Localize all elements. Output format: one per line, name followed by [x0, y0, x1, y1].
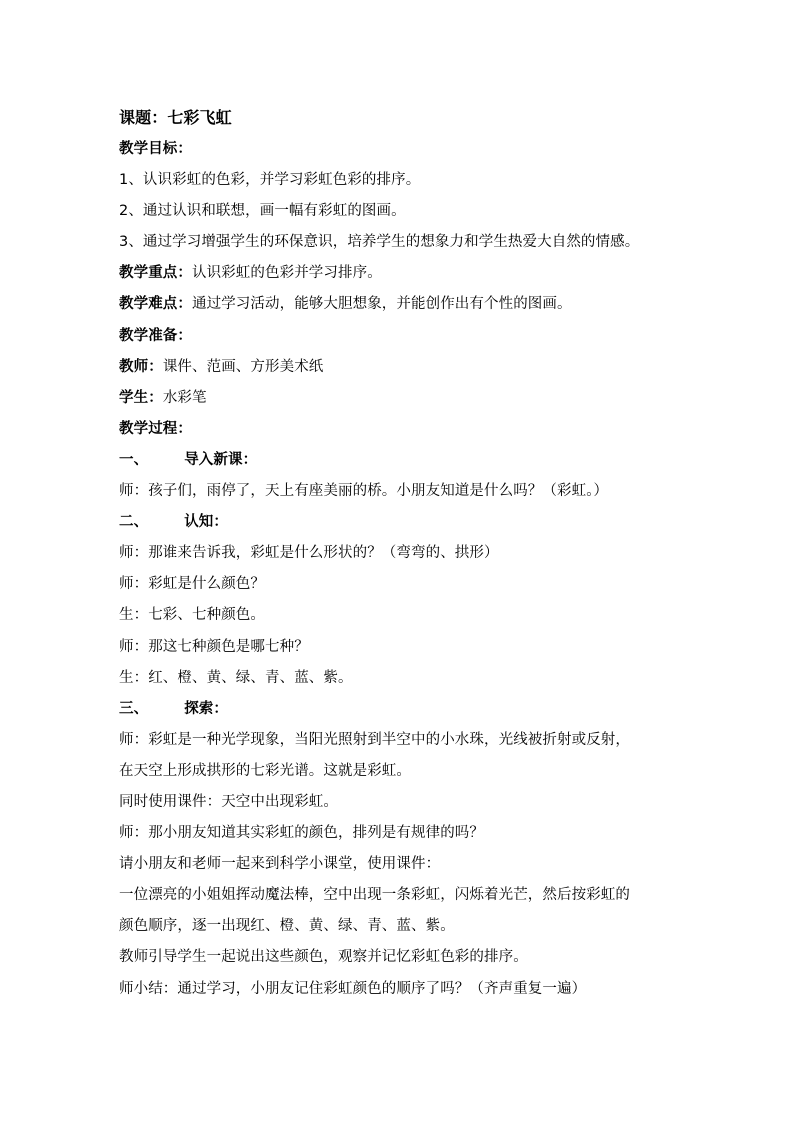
dialogue-line: 师：彩虹是一种光学现象，当阳光照射到半空中的小水珠，光线被折射或反射，	[119, 731, 630, 748]
section-number: 二、	[119, 514, 149, 531]
preparation-teacher	[119, 352, 679, 383]
key-point	[119, 258, 679, 289]
objectives-heading: 教学目标：	[119, 141, 192, 157]
objective-item: 2、通过认识和联想，画一幅有彩虹的图画。	[119, 203, 406, 220]
dialogue-line: 师：那小朋友知道其实彩虹的颜色，排列是有规律的吗？	[119, 825, 484, 842]
dialogue-line: 颜色顺序，逐一出现红、橙、黄、绿、青、蓝、紫。	[119, 918, 455, 935]
process-heading: 教学过程：	[119, 420, 192, 437]
dialogue-line: 师：那谁来告诉我，彩虹是什么形状的？（弯弯的、拱形）	[119, 545, 499, 562]
student-materials: 水彩笔	[162, 389, 207, 406]
dialogue-line: 在天空上形成拱形的七彩光谱。这就是彩虹。	[119, 762, 411, 779]
dialogue-line: 师：彩虹是什么颜色？	[119, 576, 265, 593]
preparation-student	[119, 383, 679, 414]
section-number: 一、	[119, 451, 149, 468]
dialogue-line: 师：孩子们，雨停了，天上有座美丽的桥。小朋友知道是什么吗？（彩虹。）	[119, 483, 609, 500]
section-heading	[119, 445, 679, 476]
dialogue-line: 一位漂亮的小姐姐挥动魔法棒，空中出现一条彩虹，闪烁着光芒，然后按彩虹的	[119, 887, 630, 904]
lesson-title	[119, 101, 679, 134]
objective-item: 1、认识彩虹的色彩，并学习彩虹色彩的排序。	[119, 172, 421, 189]
teacher-materials: 课件、范画、方形美术纸	[162, 358, 324, 375]
key-point-text: 认识彩虹的色彩并学习排序。	[192, 265, 382, 282]
dialogue-line: 同时使用课件：天空中出现彩虹。	[119, 793, 338, 810]
difficulty-text: 通过学习活动，能够大胆想象，并能创作出有个性的图画。	[192, 296, 572, 313]
key-point-label: 教学重点：	[119, 265, 192, 282]
dialogue-line: 请小朋友和老师一起来到科学小课堂，使用课件：	[119, 856, 441, 873]
lesson-title-label: 课题：	[119, 108, 168, 127]
dialogue-line: 师：那这七种颜色是哪七种？	[119, 638, 309, 655]
objective-item: 3、通过学习增强学生的环保意识，培养学生的想象力和学生热爱大自然的情感。	[119, 234, 640, 251]
dialogue-line: 师小结：通过学习，小朋友记住彩虹颜色的顺序了吗？（齐声重复一遍）	[119, 980, 587, 997]
dialogue-line: 生：七彩、七种颜色。	[119, 607, 265, 624]
lesson-title-text: 七彩飞虹	[167, 108, 232, 127]
difficulty	[119, 289, 679, 320]
section-heading	[119, 694, 679, 725]
student-label: 学生：	[119, 389, 163, 406]
teacher-label: 教师：	[119, 358, 163, 375]
preparation-heading: 教学准备：	[119, 327, 192, 344]
section-heading	[119, 507, 679, 538]
section-number: 三、	[119, 700, 149, 717]
dialogue-line: 生：红、橙、黄、绿、青、蓝、紫。	[119, 669, 353, 686]
section-title: 认知：	[184, 514, 229, 531]
difficulty-label: 教学难点：	[119, 296, 192, 313]
lesson-plan	[119, 101, 679, 1005]
section-title: 探索：	[184, 700, 229, 717]
section-title: 导入新课：	[184, 451, 258, 468]
dialogue-line: 教师引导学生一起说出这些颜色，观察并记忆彩虹色彩的排序。	[119, 949, 528, 966]
